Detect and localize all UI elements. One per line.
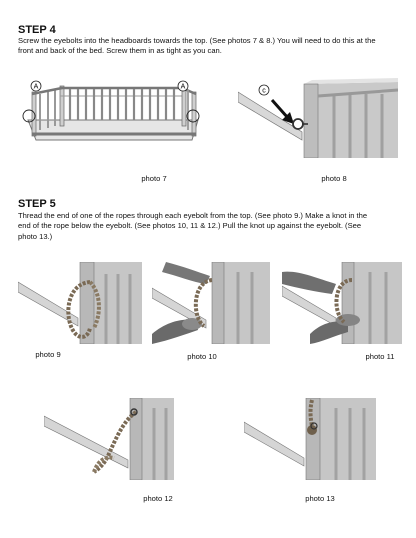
photo-11-caption: photo 11 (365, 352, 395, 361)
step5-instructions (18, 211, 408, 242)
photo-12-caption: photo 12 (143, 494, 173, 503)
photo-10-caption: photo 10 (187, 352, 217, 361)
step5-line-2: end of the rope below the eyebolt. (See photos 10, 11 & 12.) Pull the knot up against the eyebolt. (See (18, 221, 362, 231)
photo-7-image (18, 78, 210, 158)
step4-line-1: Screw the eyebolts into the headboards towards the top. (See photos 7 & 8.) You will need to do this at the (18, 36, 376, 45)
photo-7-label-a-left: A (33, 83, 39, 91)
step4-line-2: front and back of the bed. Screw them in as tight as you can. (18, 46, 222, 56)
photo-13-caption: photo 13 (305, 494, 335, 503)
step5-line-1: Thread the end of one of the ropes through each eyebolt from the top. (See photo 9.) Make a knot in the (18, 211, 368, 220)
photo-13-image (244, 398, 376, 480)
step5-line-3: photo 13.) (18, 231, 53, 241)
step4-instructions (18, 36, 408, 57)
photo-9-caption: photo 9 (35, 350, 61, 359)
step5-heading: STEP 5 (18, 198, 56, 210)
photo-12-image (44, 398, 174, 480)
photo-10-image (152, 262, 270, 344)
photo-8-label-c: c (262, 87, 266, 95)
photo-8-image (238, 78, 398, 158)
step4-heading: STEP 4 (18, 24, 56, 36)
photo-9-image (18, 262, 142, 344)
photo-7-caption: photo 7 (141, 174, 167, 183)
photo-8-caption: photo 8 (321, 174, 347, 183)
photo-7-label-a-right: A (180, 83, 186, 91)
photo-11-image (282, 262, 402, 344)
